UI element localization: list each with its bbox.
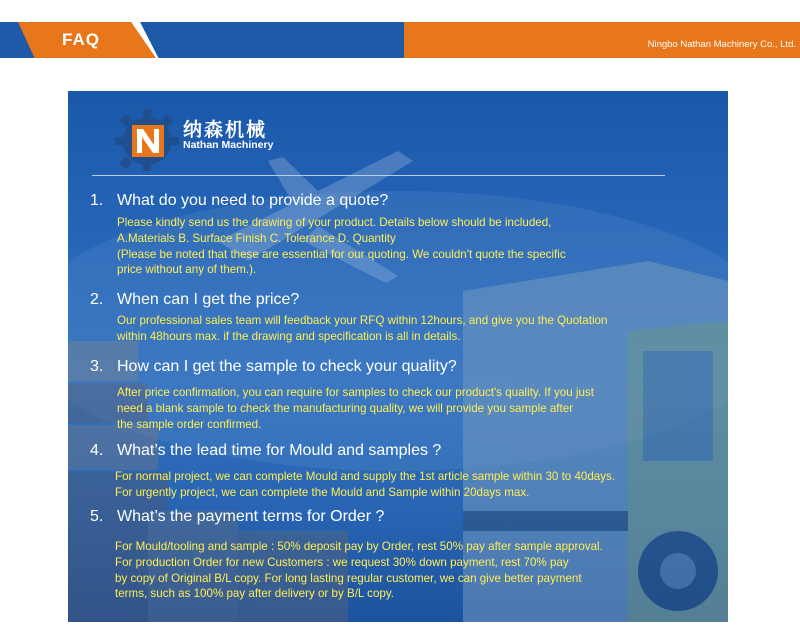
- answer-line: For normal project, we can complete Mould and supply the 1st article sample within 30 to 40days.: [115, 470, 616, 483]
- question-number: 5.: [90, 508, 104, 525]
- faq-header-bar: [0, 22, 800, 58]
- brand-name-chinese: 纳森机械: [183, 120, 268, 141]
- question-text: What’s the payment terms for Order ?: [117, 508, 385, 525]
- question-number: 4.: [90, 442, 104, 459]
- faq-answer-1: [117, 215, 566, 278]
- answer-line: Our professional sales team will feedback your RFQ within 12hours, and give you the Quotation: [117, 314, 608, 327]
- answer-line: After price confirmation, you can require for samples to check our product's quality. If you just: [117, 386, 594, 399]
- faq-question-3: [90, 358, 457, 376]
- answer-line: For Mould/tooling and sample : 50% deposit pay by Order, rest 50% pay after sample approval.: [115, 540, 603, 553]
- answer-line: Please kindly send us the drawing of your product. Details below should be included,: [117, 216, 552, 229]
- faq-answer-3: [117, 385, 594, 432]
- faq-answer-5: [115, 539, 603, 602]
- nathan-gear-logo-icon: [112, 103, 182, 173]
- answer-line: (Please be noted that these are essential for our quoting. We couldn't quote the specific: [117, 247, 566, 261]
- answer-line: price without any of them.).: [117, 263, 257, 277]
- answer-line: terms, such as 100% pay after delivery or by B/L copy.: [115, 587, 395, 601]
- answer-line: For urgently project, we can complete the Mould and Sample within 20days max.: [115, 485, 530, 499]
- question-text: When can I get the price?: [117, 291, 300, 308]
- answer-line: within 48hours max. if the drawing and specification is all in details.: [117, 329, 461, 343]
- answer-line: For production Order for new Customers : we request 30% down payment, rest 70% pay: [115, 555, 569, 569]
- faq-tab-label: FAQ: [62, 30, 100, 49]
- faq-poster: [68, 91, 728, 622]
- faq-answer-4: [115, 469, 615, 501]
- question-text: What do you need to provide a quote?: [117, 192, 389, 209]
- question-number: 2.: [90, 291, 104, 308]
- faq-question-5: [90, 508, 384, 526]
- company-name: Ningbo Nathan Machinery Co., Ltd.: [647, 39, 796, 50]
- faq-question-2: [90, 291, 299, 309]
- answer-line: by copy of Original B/L copy. For long lasting regular customer, we can give better payment: [115, 571, 582, 585]
- answer-line: need a blank sample to check the manufacturing quality, we will provide you sample after: [117, 401, 574, 415]
- header-blue-stripe-middle: [140, 22, 404, 58]
- faq-question-4: [90, 442, 441, 460]
- faq-answer-2: [117, 313, 607, 345]
- brand-name-english: Nathan Machinery: [183, 139, 274, 151]
- answer-line: the sample order confirmed.: [117, 417, 262, 431]
- question-text: How can I get the sample to check your quality?: [117, 358, 457, 375]
- question-text: What’s the lead time for Mould and samples ?: [117, 442, 442, 459]
- faq-question-1: [90, 192, 388, 210]
- question-number: 3.: [90, 358, 104, 375]
- answer-line: A.Materials B. Surface Finish C. Tolerance D. Quantity: [117, 231, 396, 245]
- header-divider: [92, 175, 665, 176]
- question-number: 1.: [90, 192, 104, 209]
